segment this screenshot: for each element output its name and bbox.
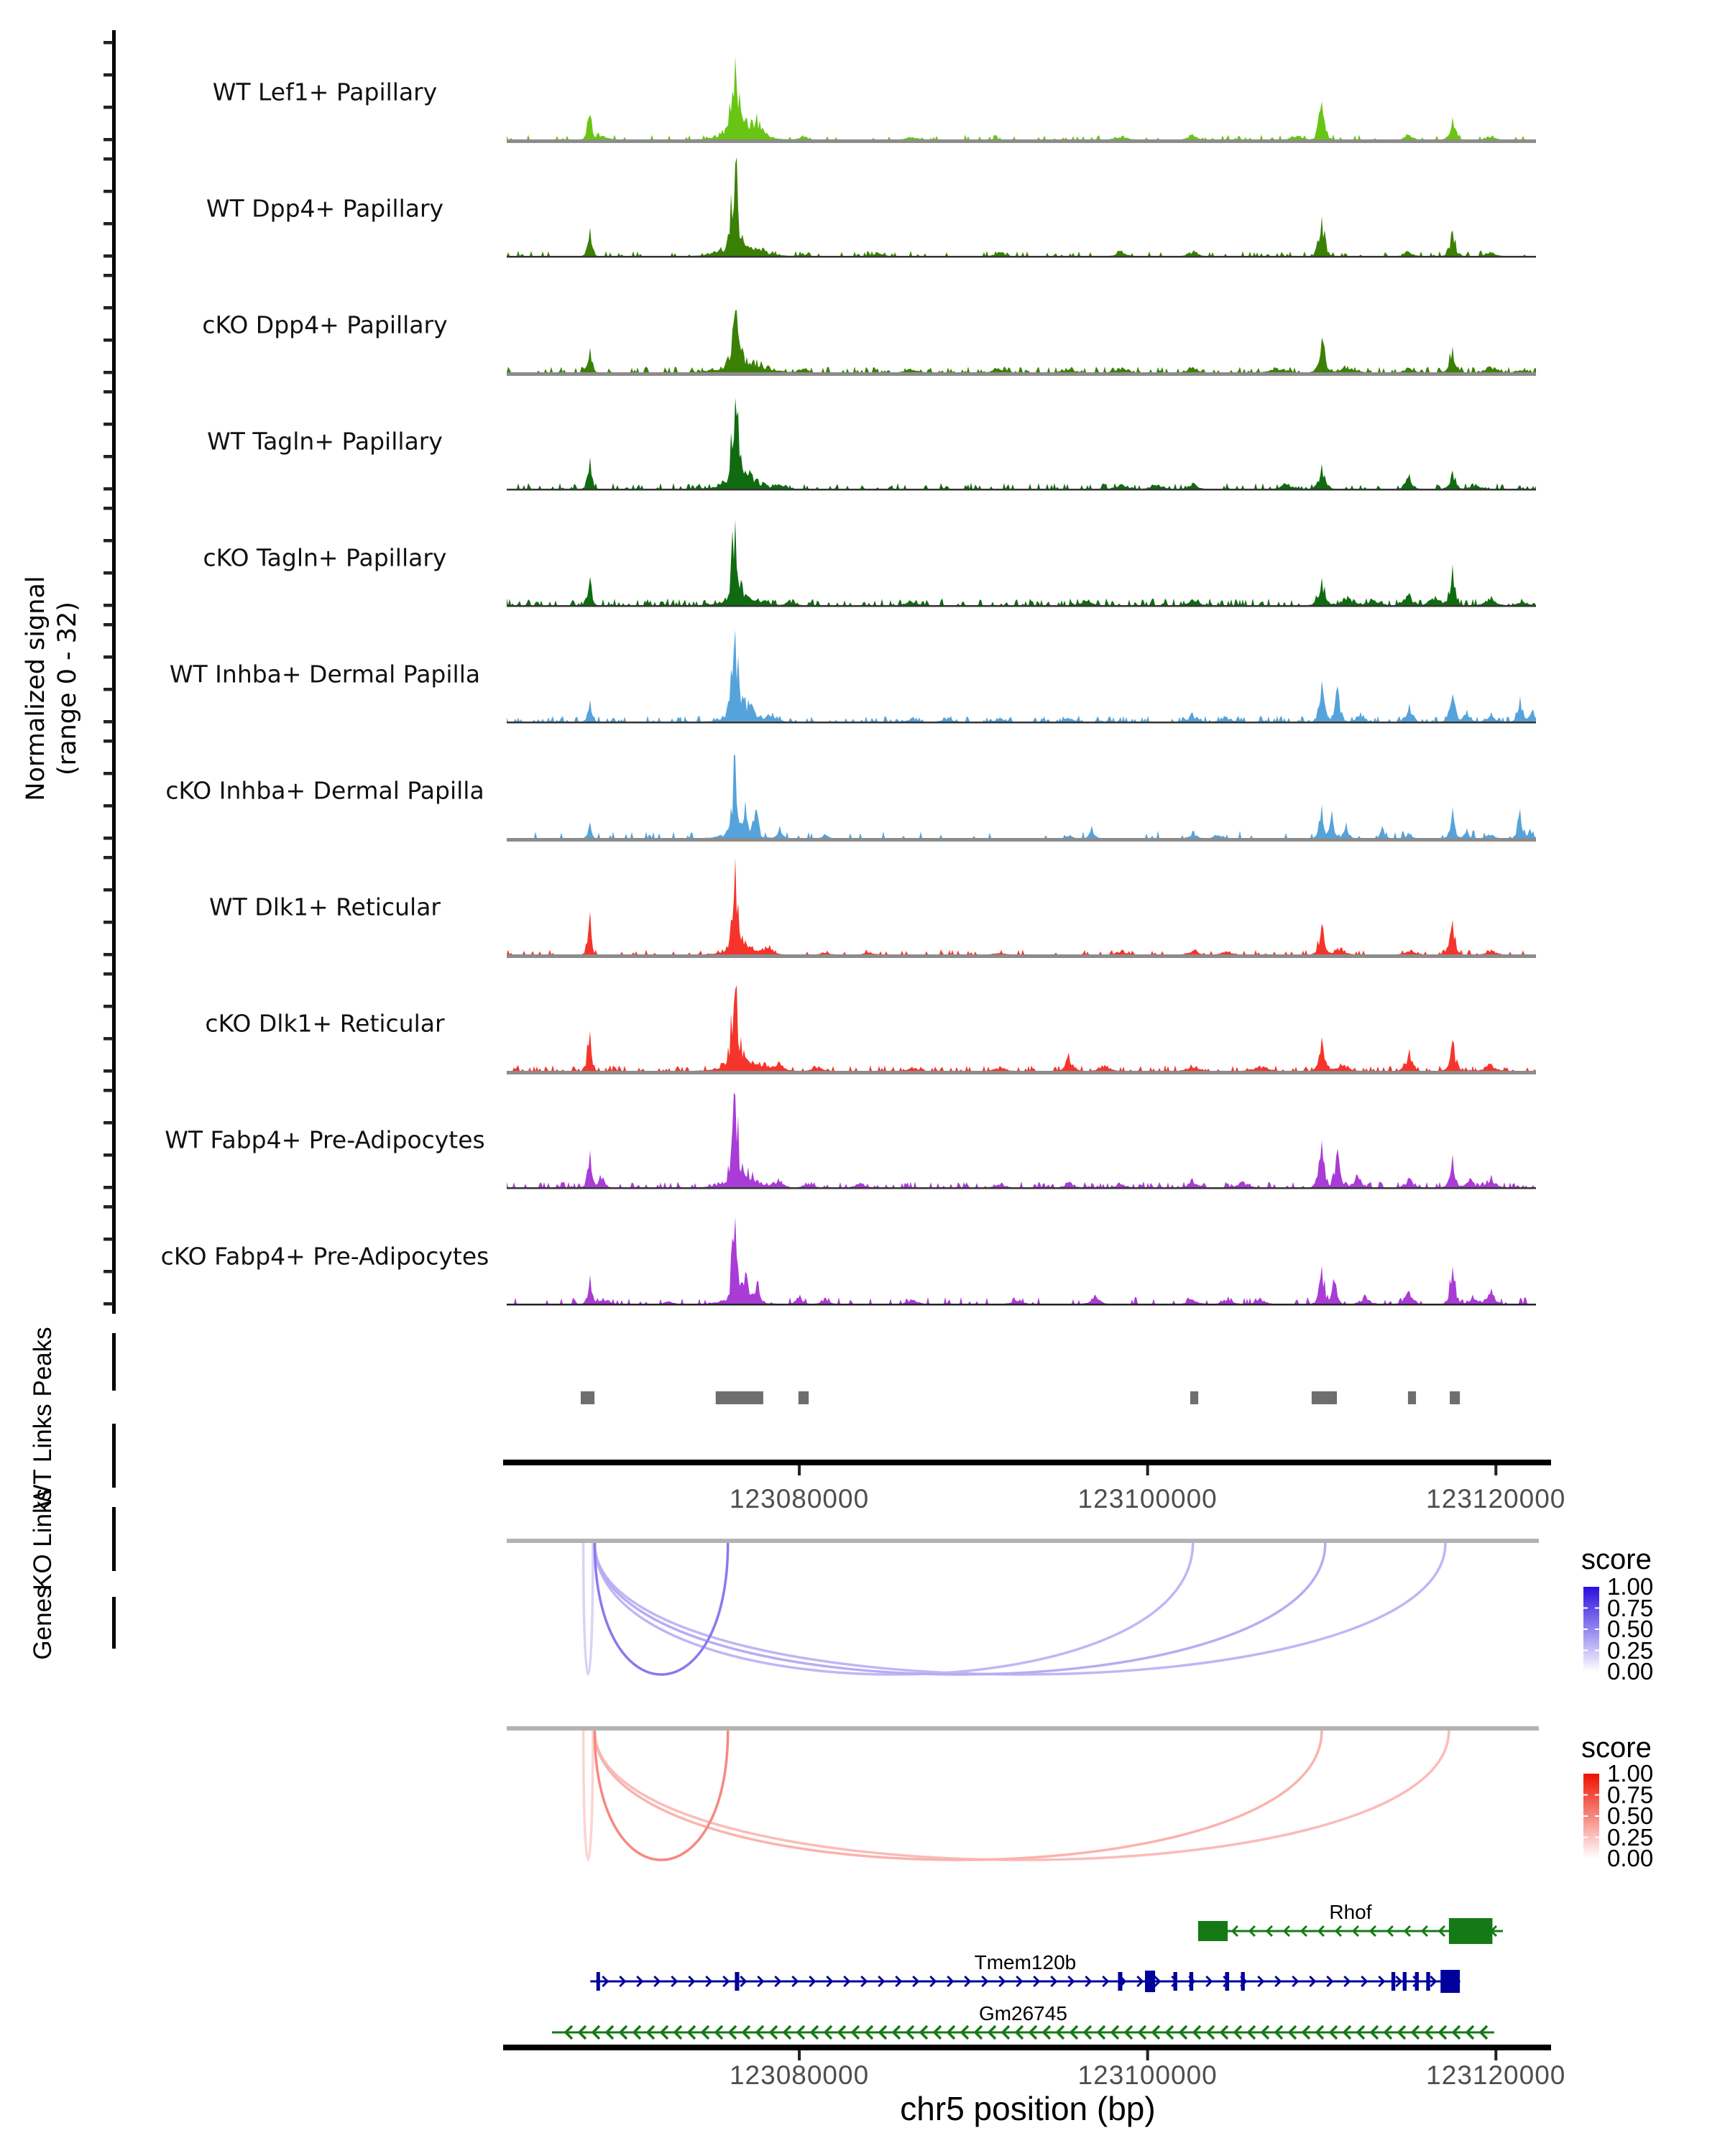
coverage-area <box>507 857 1536 954</box>
coverage-area <box>507 56 1536 139</box>
wt-score-colorbar-tick-5: 0.00 <box>1607 1658 1654 1685</box>
coverage-area <box>507 520 1536 605</box>
exon-box <box>1145 1971 1155 1992</box>
link-arc <box>584 1543 593 1674</box>
peaks-x-axis-tick-label-2: 123100000 <box>1077 1484 1218 1514</box>
exon-box <box>1426 1972 1430 1991</box>
peaks-row <box>581 1391 1460 1404</box>
signal-track-2 <box>507 157 1536 257</box>
links-top-line <box>507 1539 1539 1543</box>
wt-score-colorbar-tick-3: 0.50 <box>1607 1616 1654 1642</box>
genes-x-axis-tick-label-1: 123080000 <box>729 2060 870 2090</box>
signal-track-9 <box>507 985 1536 1073</box>
peak-interval <box>799 1391 809 1404</box>
signal-track-3 <box>507 310 1536 374</box>
ko-score-colorbar-tick-5: 0.00 <box>1607 1845 1654 1871</box>
exon-box <box>1174 1972 1177 1991</box>
gene-Gm26745 <box>552 2026 1494 2039</box>
ko-score-colorbar-tick-2: 0.75 <box>1607 1781 1654 1808</box>
track-label-11: cKO Fabp4+ Pre-Adipocytes <box>160 1242 489 1271</box>
track-label-7: cKO Inhba+ Dermal Papilla <box>165 776 484 805</box>
section-axis-bar-1 <box>112 1333 116 1391</box>
y-axis-label <box>20 576 83 801</box>
coverage-area <box>507 755 1536 838</box>
gene-label-Gm26745: Gm26745 <box>978 2002 1067 2024</box>
signal-track-6 <box>507 630 1536 722</box>
section-label-genes: Genes <box>29 1585 57 1660</box>
x-axis-title: chr5 position (bp) <box>900 2090 1156 2127</box>
section-axis-bar-4 <box>112 1597 116 1649</box>
link-arc <box>594 1543 1325 1674</box>
section-label-wt-links: WT Links <box>29 1404 57 1508</box>
peak-interval <box>716 1391 763 1404</box>
gene-label-Rhof: Rhof <box>1329 1901 1372 1923</box>
peaks-x-axis-tick-label-3: 123120000 <box>1426 1484 1566 1514</box>
exon-box <box>735 1972 739 1991</box>
peak-interval <box>1312 1391 1337 1404</box>
ko-score-colorbar-tick-1: 1.00 <box>1607 1760 1654 1787</box>
link-arc <box>594 1543 1192 1674</box>
link-arc <box>594 1543 727 1674</box>
wt-score-colorbar-tick-4: 0.25 <box>1607 1636 1654 1664</box>
ko-links-arcs <box>507 1726 1539 1860</box>
link-arc <box>584 1731 593 1860</box>
signal-track-8 <box>507 857 1536 956</box>
ko-score-colorbar-tick-3: 0.50 <box>1607 1802 1654 1829</box>
track-label-1: WT Lef1+ Papillary <box>212 78 438 106</box>
genes-x-axis <box>503 2045 1551 2060</box>
exon-box <box>1403 1972 1407 1991</box>
peaks-x-axis-tick-label-1: 123080000 <box>729 1484 870 1514</box>
exon-box <box>1241 1972 1245 1991</box>
coverage-area <box>507 1093 1536 1188</box>
link-arc <box>594 1543 1445 1674</box>
peaks-x-axis <box>503 1460 1551 1475</box>
exon-box <box>1198 1921 1228 1941</box>
track-label-9: cKO Dlk1+ Reticular <box>205 1009 445 1038</box>
signal-track-10 <box>507 1093 1536 1189</box>
wt-score-colorbar-tick-2: 0.75 <box>1607 1594 1654 1621</box>
exon-box <box>1225 1972 1229 1991</box>
track-label-3: cKO Dpp4+ Papillary <box>202 310 448 339</box>
ko-score-legend-title: score <box>1581 1732 1652 1764</box>
exon-box <box>1118 1972 1122 1991</box>
track-label-10: WT Fabp4+ Pre-Adipocytes <box>165 1125 485 1154</box>
link-arc <box>594 1731 727 1860</box>
coverage-area <box>507 630 1536 722</box>
peak-interval <box>1190 1391 1198 1404</box>
section-label-ko-links: KO Links <box>29 1488 57 1590</box>
track-label-6: WT Inhba+ Dermal Papilla <box>169 660 481 688</box>
gene-label-Tmem120b: Tmem120b <box>974 1951 1077 1973</box>
genes-x-axis-tick-label-3: 123120000 <box>1426 2060 1566 2090</box>
wt-score-colorbar <box>1583 1587 1599 1672</box>
exon-box <box>1415 1972 1419 1991</box>
peak-interval <box>1450 1391 1460 1404</box>
coverage-area <box>507 157 1536 256</box>
signal-track-1 <box>507 56 1536 141</box>
y-axis <box>104 30 116 1314</box>
exon-box <box>597 1972 600 1991</box>
signal-track-11 <box>507 1217 1536 1305</box>
coverage-area <box>507 398 1536 489</box>
exon-box <box>1392 1972 1395 1991</box>
y-axis-label-line1: Normalized signal <box>22 576 50 801</box>
exon-box <box>1190 1972 1193 1991</box>
peak-interval <box>1408 1391 1416 1404</box>
genes-x-axis-tick-label-2: 123100000 <box>1077 2060 1218 2090</box>
link-arc <box>594 1731 1448 1860</box>
wt-score-colorbar-tick-1: 1.00 <box>1607 1573 1654 1600</box>
section-axis-bar-2 <box>112 1424 116 1488</box>
ko-score-colorbar <box>1583 1774 1599 1858</box>
wt-score-legend-title: score <box>1581 1544 1652 1575</box>
y-axis-label-line2: (range 0 - 32) <box>53 602 82 775</box>
coverage-area <box>507 985 1536 1071</box>
exon-box <box>1440 1970 1460 1993</box>
track-label-4: WT Tagln+ Papillary <box>207 427 443 456</box>
exon-box <box>1449 1918 1493 1944</box>
signal-track-7 <box>507 755 1536 840</box>
coverage-area <box>507 310 1536 372</box>
track-label-5: cKO Tagln+ Papillary <box>203 543 447 572</box>
link-arc <box>594 1731 1322 1860</box>
track-label-2: WT Dpp4+ Papillary <box>206 194 444 223</box>
peak-interval <box>581 1391 594 1404</box>
signal-track-5 <box>507 520 1536 606</box>
coverage-area <box>507 1217 1536 1304</box>
track-label-8: WT Dlk1+ Reticular <box>209 893 441 921</box>
section-axis-bar-3 <box>112 1507 116 1571</box>
signal-track-4 <box>507 398 1536 490</box>
section-label-peaks: Peaks <box>29 1327 57 1397</box>
ko-score-colorbar-tick-4: 0.25 <box>1607 1823 1654 1851</box>
wt-links-arcs <box>507 1539 1539 1674</box>
links-top-line <box>507 1726 1539 1731</box>
